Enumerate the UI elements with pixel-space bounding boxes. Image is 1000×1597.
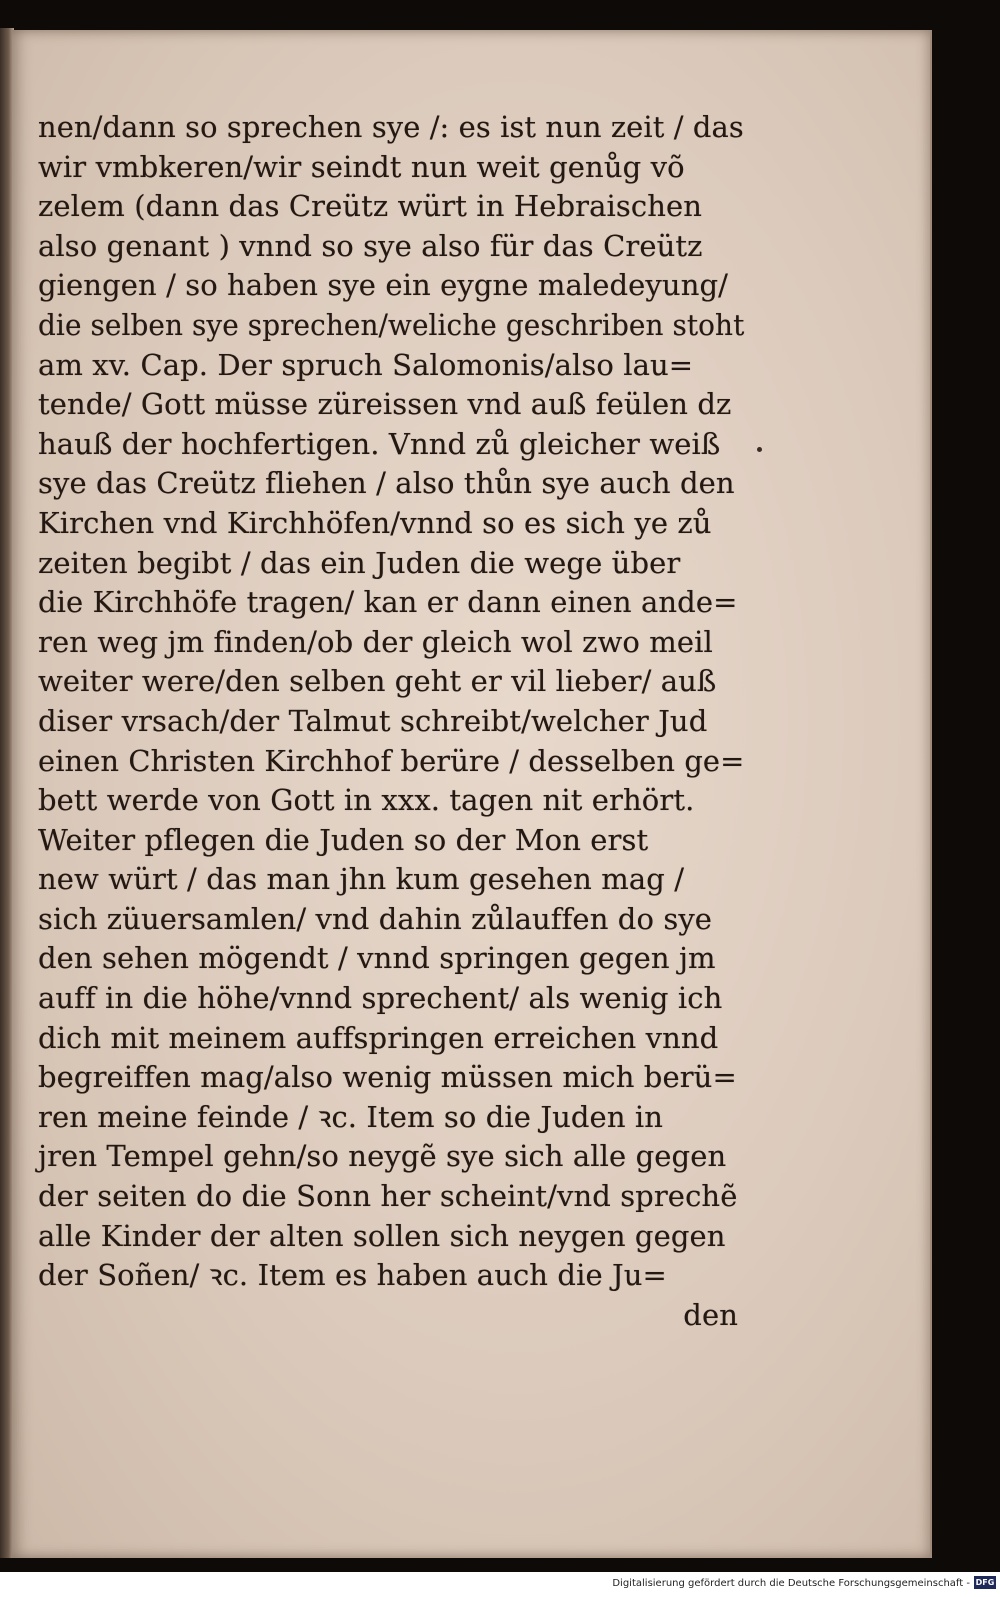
- text-line: der Soñen/ ꝛc. Item es haben auch die Ju=: [38, 1258, 667, 1293]
- text-line: einen Christen Kirchhof berüre / desselben ge=: [38, 743, 745, 778]
- text-line: der seiten do die Sonn her scheint/vnd sprechẽ: [38, 1179, 738, 1214]
- catchword: den: [683, 1297, 738, 1332]
- page-text-block: [38, 108, 745, 1335]
- text-line: weiter were/den selben geht er vil lieber/ auß: [38, 664, 717, 699]
- text-line: jren Tempel gehn/so neygẽ sye sich alle gegen: [38, 1139, 727, 1174]
- text-line: giengen / so haben sye ein eygne maledeyung/: [38, 268, 729, 303]
- digitization-footer: [0, 1572, 1000, 1597]
- text-line: Weiter pflegen die Juden so der Mon erst: [38, 822, 649, 857]
- text-line: den sehen mögendt / vnnd springen gegen jm: [38, 941, 716, 976]
- book-page: [12, 30, 932, 1558]
- text-line: auff in die höhe/vnnd sprechent/ als wenig ich: [38, 981, 723, 1016]
- text-line: new würt / das man jhn kum gesehen mag /: [38, 862, 685, 897]
- text-line: tende/ Gott müsse züreissen vnd auß feülen dz: [38, 387, 732, 422]
- text-line: wir vmbkeren/wir seindt nun weit genůg võ: [38, 149, 685, 184]
- text-line: Kirchen vnd Kirchhöfen/vnnd so es sich ye zů: [38, 505, 712, 540]
- text-line: die Kirchhöfe tragen/ kan er dann einen ande=: [38, 585, 738, 620]
- text-line: hauß der hochfertigen. Vnnd zů gleicher weiß: [38, 426, 721, 461]
- text-line: ren weg jm finden/ob der gleich wol zwo meil: [38, 624, 713, 659]
- dfg-logo-icon: DFG: [975, 1578, 995, 1587]
- text-line: am xv. Cap. Der spruch Salomonis/also lau=: [38, 347, 694, 382]
- text-line: bett werde von Gott in xxx. tagen nit erhört.: [38, 783, 695, 818]
- text-line: begreiffen mag/also wenig müssen mich berü=: [38, 1060, 737, 1095]
- text-line: zelem (dann das Creütz würt in Hebraischen: [38, 189, 703, 224]
- text-line: alle Kinder der alten sollen sich neygen gegen: [38, 1218, 726, 1253]
- text-line: zeiten begibt / das ein Juden die wege über: [38, 545, 681, 580]
- margin-ink-dot: [757, 447, 762, 452]
- text-line: dich mit meinem auffspringen erreichen vnnd: [38, 1020, 719, 1055]
- text-line: sich züuersamlen/ vnd dahin zůlauffen do sye: [38, 901, 713, 936]
- text-line: diser vrsach/der Talmut schreibt/welcher Jud: [38, 703, 708, 738]
- text-line: also genant ) vnnd so sye also für das Creütz: [38, 228, 703, 263]
- text-line: nen/dann so sprechen sye /: es ist nun zeit / das: [38, 110, 744, 144]
- text-line: die selben sye sprechen/weliche geschriben stoht: [38, 307, 745, 342]
- dfg-credit-text: Digitalisierung gefördert durch die Deutsche Forschungsgemeinschaft -: [612, 1578, 970, 1589]
- text-line: ren meine feinde / ꝛc. Item so die Juden in: [38, 1099, 664, 1134]
- text-line: sye das Creütz fliehen / also thůn sye auch den: [38, 466, 735, 501]
